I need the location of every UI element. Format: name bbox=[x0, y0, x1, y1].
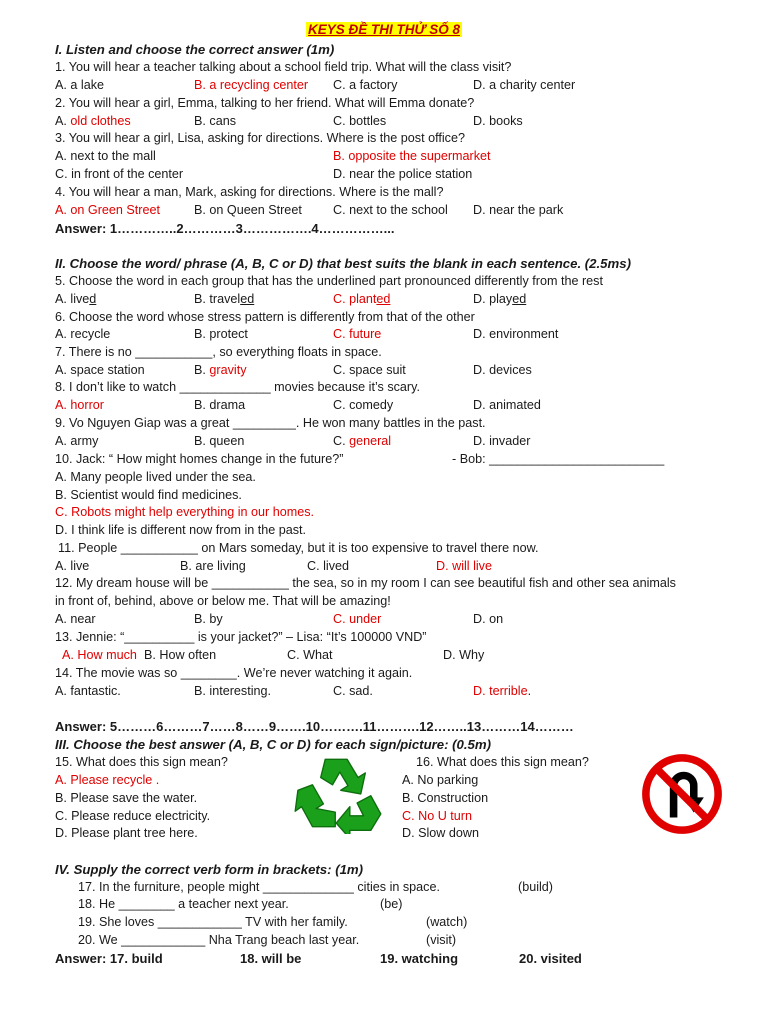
answer-17: Answer: 17. build bbox=[55, 951, 163, 966]
q9-option-a: A. army bbox=[55, 434, 99, 448]
question-5-stem: 5. Choose the word in each group that has the underlined part pronounced differently from the rest bbox=[55, 274, 603, 288]
section-2-heading: II. Choose the word/ phrase (A, B, C or D) that best suits the blank in each sentence. (2.5ms) bbox=[55, 256, 631, 271]
q5-option-a: A. lived bbox=[55, 292, 97, 306]
section-3-heading: III. Choose the best answer (A, B, C or D) for each sign/picture: (0.5m) bbox=[55, 737, 491, 752]
question-12-stem-line-1: 12. My dream house will be ___________ the sea, so in my room I can see beautiful fish and other sea animals bbox=[55, 576, 676, 590]
answer-20: 20. visited bbox=[519, 951, 582, 966]
section-4-heading: IV. Supply the correct verb form in brackets: (1m) bbox=[55, 862, 364, 877]
q7-option-c: C. space suit bbox=[333, 363, 406, 377]
question-20-verb: (visit) bbox=[426, 933, 457, 947]
q1-option-b-correct: B. a recycling center bbox=[194, 78, 309, 92]
q13-option-a-correct: A. How much bbox=[62, 648, 137, 662]
section-2-answer-line: Answer: 5………6………7……8……9…….10……….11……….12……..13………14……… bbox=[55, 719, 574, 734]
q14-option-a: A. fantastic. bbox=[55, 684, 121, 698]
q15-option-a-correct: A. Please recycle . bbox=[55, 773, 160, 787]
q5-option-c-correct: C. planted bbox=[333, 292, 391, 306]
q13-option-b: B. How often bbox=[144, 648, 217, 662]
question-3-stem: 3. You will hear a girl, Lisa, asking for directions. Where is the post office? bbox=[55, 131, 465, 145]
q15-option-d: D. Please plant tree here. bbox=[55, 826, 198, 840]
q2-option-c: C. bottles bbox=[333, 114, 387, 128]
question-9-stem: 9. Vo Nguyen Giap was a great _________. He won many battles in the past. bbox=[55, 416, 486, 430]
q10-option-c-correct: C. Robots might help everything in our homes. bbox=[55, 505, 315, 519]
answer-19: 19. watching bbox=[380, 951, 459, 966]
q14-option-c: C. sad. bbox=[333, 684, 373, 698]
q4-option-a-correct: A. on Green Street bbox=[55, 203, 161, 217]
q3-option-b-correct: B. opposite the supermarket bbox=[333, 149, 491, 163]
question-14-stem: 14. The movie was so ________. We’re never watching it again. bbox=[55, 666, 413, 680]
question-4-stem: 4. You will hear a man, Mark, asking for directions. Where is the mall? bbox=[55, 185, 444, 199]
section-1-heading: I. Listen and choose the correct answer (1m) bbox=[55, 42, 335, 57]
q9-option-d: D. invader bbox=[473, 434, 531, 448]
q12-option-a: A. near bbox=[55, 612, 96, 626]
q6-option-a: A. recycle bbox=[55, 327, 111, 341]
recycle-symbol-icon bbox=[292, 752, 384, 834]
q8-option-d: D. animated bbox=[473, 398, 541, 412]
question-17-stem: 17. In the furniture, people might _____________ cities in space. bbox=[78, 880, 440, 894]
q6-option-c-correct: C. future bbox=[333, 327, 382, 341]
q16-option-c-correct: C. No U turn bbox=[402, 809, 472, 823]
q15-option-c: C. Please reduce electricity. bbox=[55, 809, 211, 823]
no-u-turn-sign-icon bbox=[640, 752, 724, 836]
q13-option-d: D. Why bbox=[443, 648, 485, 662]
question-16-stem: 16. What does this sign mean? bbox=[416, 755, 589, 769]
q3-option-c: C. in front of the center bbox=[55, 167, 184, 181]
q9-option-b: B. queen bbox=[194, 434, 245, 448]
question-10-stem: 10. Jack: “ How might homes change in the future?” bbox=[55, 452, 344, 466]
q11-option-a: A. live bbox=[55, 559, 90, 573]
question-6-stem: 6. Choose the word whose stress pattern is differently from that of the other bbox=[55, 310, 475, 324]
q7-option-a: A. space station bbox=[55, 363, 145, 377]
q4-option-d: D. near the park bbox=[473, 203, 564, 217]
q6-option-d: D. environment bbox=[473, 327, 559, 341]
question-18-stem: 18. He ________ a teacher next year. bbox=[78, 897, 289, 911]
section-1-answer-line: Answer: 1…………..2…………3…………….4……………... bbox=[55, 221, 395, 236]
q11-option-d-correct: D. will live bbox=[436, 559, 492, 573]
q11-option-b: B. are living bbox=[180, 559, 246, 573]
q14-option-b: B. interesting. bbox=[194, 684, 272, 698]
question-19-stem: 19. She loves ____________ TV with her family. bbox=[78, 915, 348, 929]
q12-option-c-correct: C. under bbox=[333, 612, 382, 626]
q3-option-d: D. near the police station bbox=[333, 167, 473, 181]
q8-option-a-correct: A. horror bbox=[55, 398, 104, 412]
question-20-stem: 20. We ____________ Nha Trang beach last year. bbox=[78, 933, 360, 947]
q8-option-b: B. drama bbox=[194, 398, 246, 412]
question-17-verb: (build) bbox=[518, 880, 553, 894]
answer-18: 18. will be bbox=[240, 951, 302, 966]
q3-option-a: A. next to the mall bbox=[55, 149, 156, 163]
q1-option-a: A. a lake bbox=[55, 78, 105, 92]
q7-option-d: D. devices bbox=[473, 363, 532, 377]
question-12-stem-line-2: in front of, behind, above or below me. That will be amazing! bbox=[55, 594, 391, 608]
q2-option-b: B. cans bbox=[194, 114, 236, 128]
q5-option-d: D. played bbox=[473, 292, 527, 306]
q7-option-b-correct: B. gravity bbox=[194, 363, 247, 377]
q15-option-b: B. Please save the water. bbox=[55, 791, 198, 805]
q14-option-d-correct: D. terrible. bbox=[473, 684, 532, 698]
q12-option-b: B. by bbox=[194, 612, 223, 626]
q2-option-a-correct: A. old clothes bbox=[55, 114, 131, 128]
question-15-stem: 15. What does this sign mean? bbox=[55, 755, 228, 769]
question-8-stem: 8. I don’t like to watch _____________ movies because it’s scary. bbox=[55, 380, 420, 394]
question-7-stem: 7. There is no ___________, so everything floats in space. bbox=[55, 345, 382, 359]
q8-option-c: C. comedy bbox=[333, 398, 394, 412]
q10-option-b: B. Scientist would find medicines. bbox=[55, 488, 242, 502]
q4-option-b: B. on Queen Street bbox=[194, 203, 302, 217]
q10-option-a: A. Many people lived under the sea. bbox=[55, 470, 256, 484]
q11-option-c: C. lived bbox=[307, 559, 349, 573]
question-13-stem: 13. Jennie: “__________ is your jacket?” – Lisa: “It’s 100000 VND” bbox=[55, 630, 427, 644]
question-2-stem: 2. You will hear a girl, Emma, talking to her friend. What will Emma donate? bbox=[55, 96, 475, 110]
q4-option-c: C. next to the school bbox=[333, 203, 448, 217]
q9-option-c-correct: C. general bbox=[333, 434, 392, 448]
q16-option-d: D. Slow down bbox=[402, 826, 479, 840]
page-title: KEYS ĐỀ THI THỬ SỐ 8 bbox=[308, 22, 460, 37]
q16-option-b: B. Construction bbox=[402, 791, 489, 805]
q1-option-c: C. a factory bbox=[333, 78, 398, 92]
q1-option-d: D. a charity center bbox=[473, 78, 576, 92]
q10-option-d: D. I think life is different now from in the past. bbox=[55, 523, 307, 537]
q5-option-b: B. traveled bbox=[194, 292, 255, 306]
q6-option-b: B. protect bbox=[194, 327, 248, 341]
q2-option-d: D. books bbox=[473, 114, 523, 128]
q16-option-a: A. No parking bbox=[402, 773, 479, 787]
question-11-stem: 11. People ___________ on Mars someday, but it is too expensive to travel there now. bbox=[58, 541, 539, 555]
q13-option-c: C. What bbox=[287, 648, 333, 662]
q12-option-d: D. on bbox=[473, 612, 504, 626]
question-18-verb: (be) bbox=[380, 897, 403, 911]
question-19-verb: (watch) bbox=[426, 915, 468, 929]
question-10-bob-blank: - Bob: _________________________ bbox=[452, 452, 665, 466]
question-1-stem: 1. You will hear a teacher talking about a school field trip. What will the class visit? bbox=[55, 60, 512, 74]
